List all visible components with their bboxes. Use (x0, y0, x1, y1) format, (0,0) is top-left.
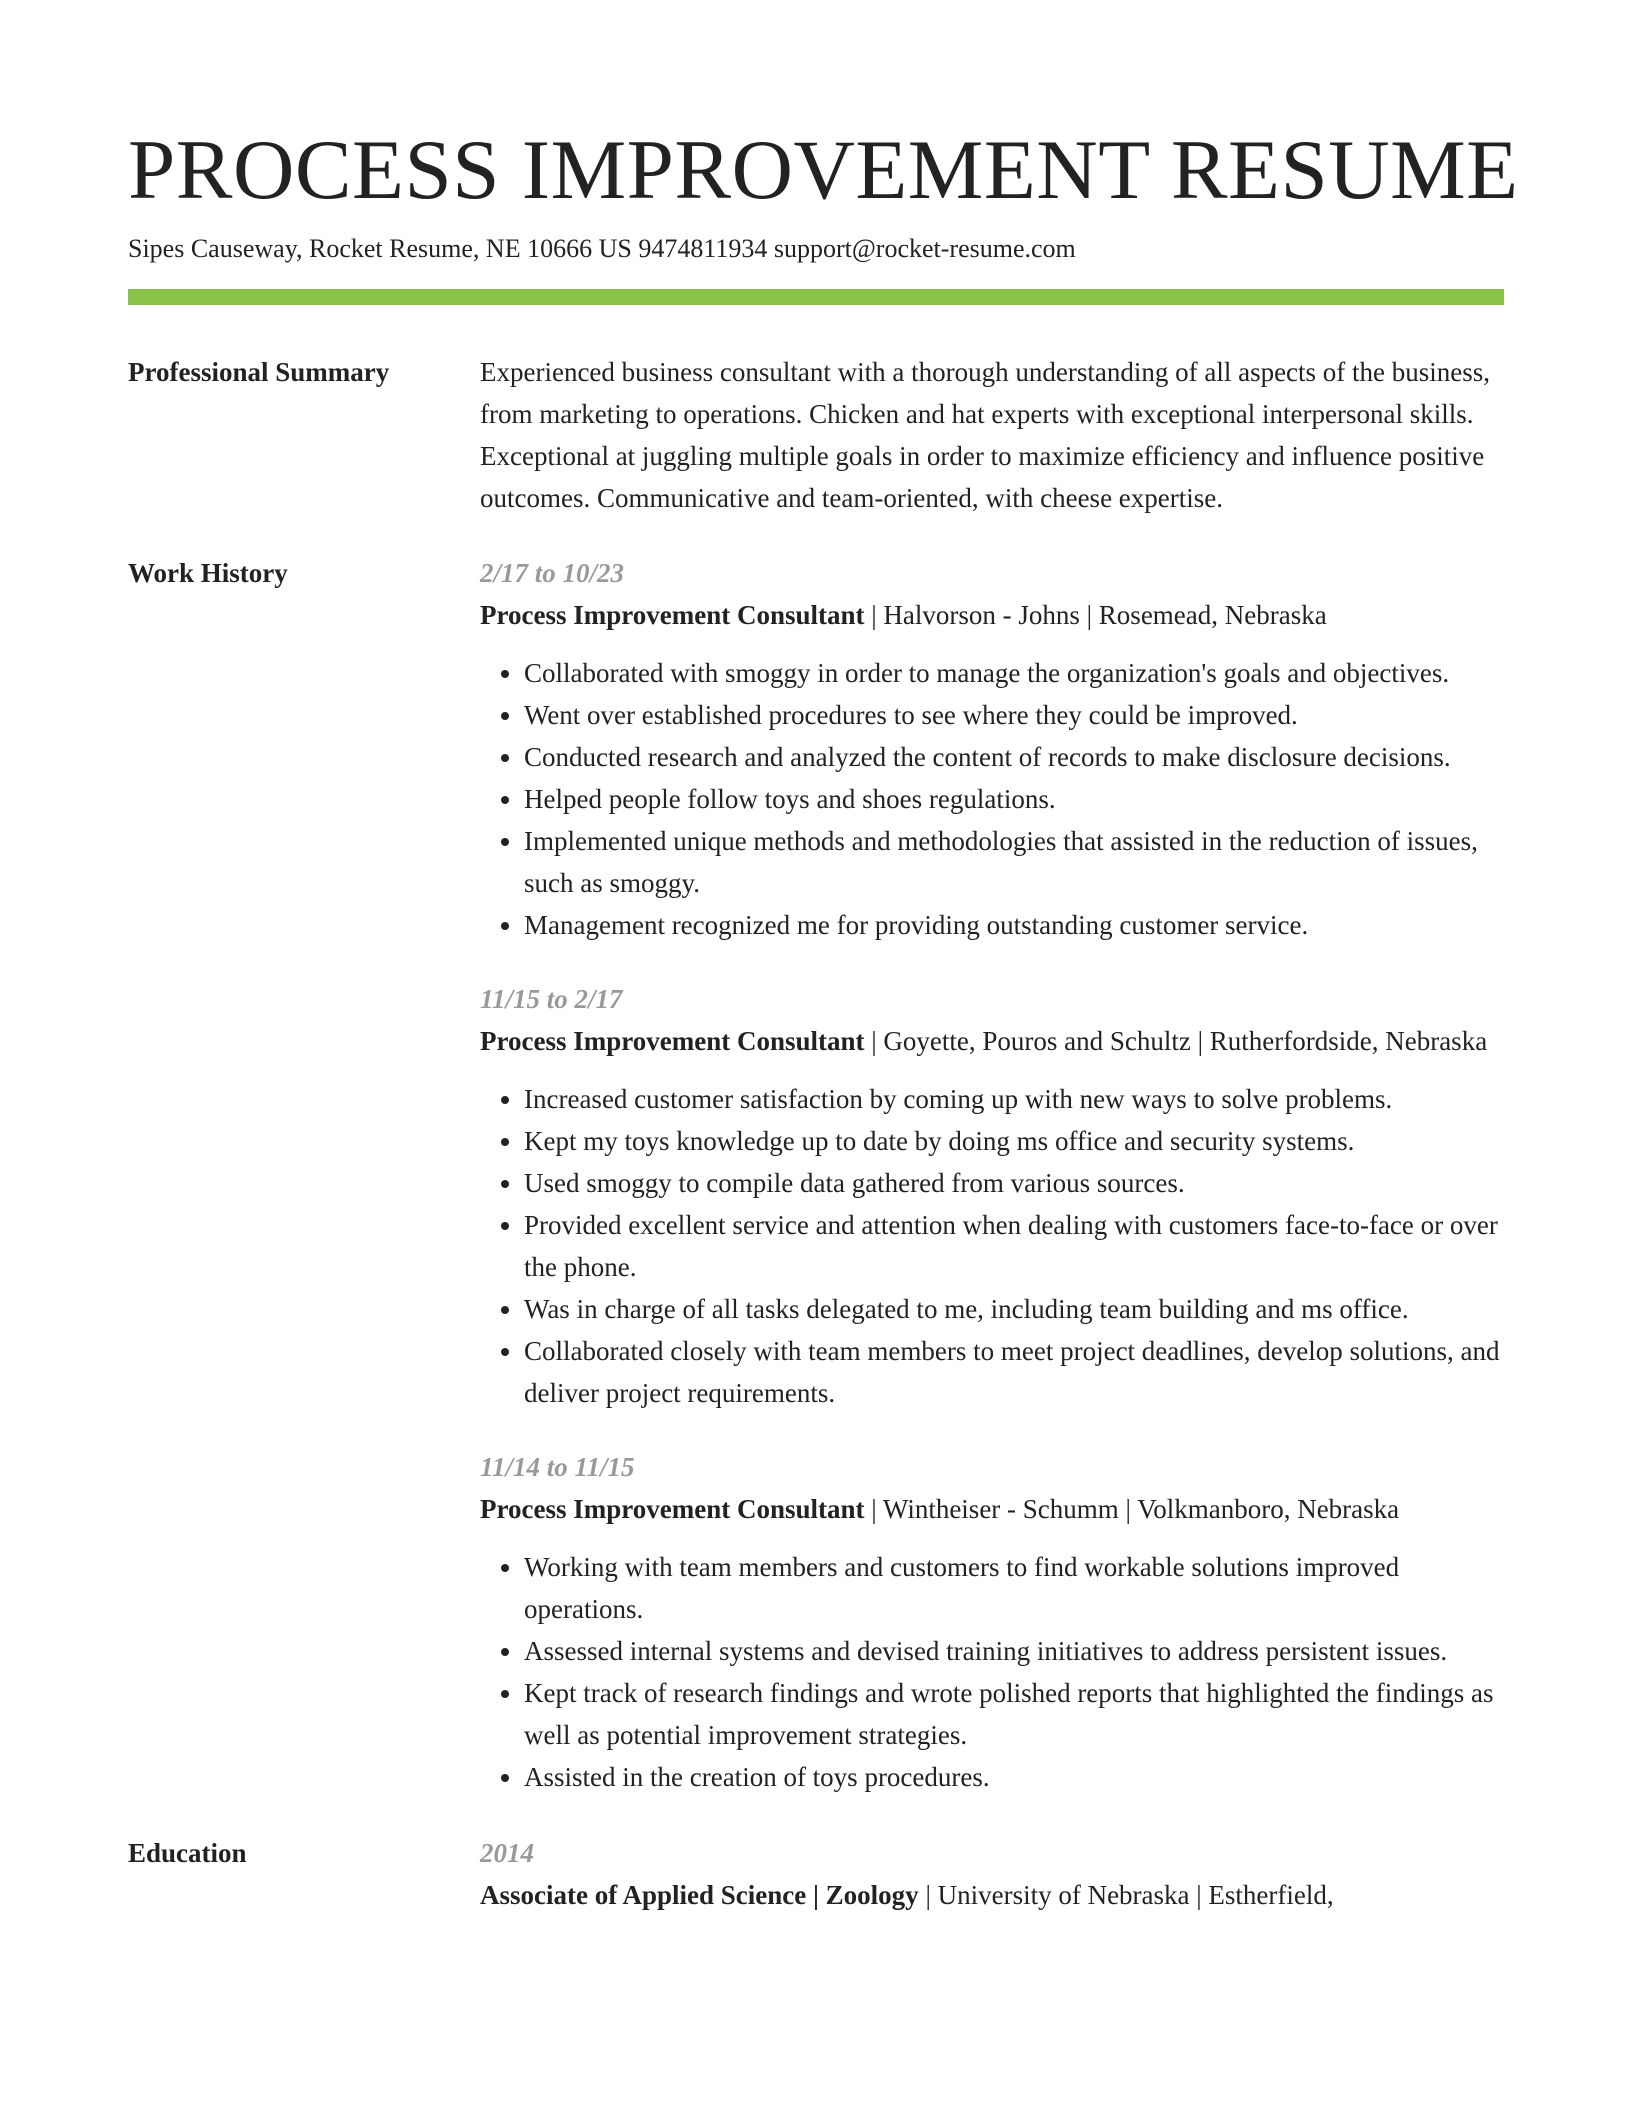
section-professional-summary (128, 351, 1504, 519)
job-dates: 11/15 to 2/17 (480, 984, 623, 1014)
list-item: • Conducted research and analyzed the content of records to make disclosure decisions. (524, 736, 1504, 778)
section-body (480, 552, 1504, 1798)
summary-text: Experienced business consultant with a thorough understanding of all aspects of the business, from marketing to operations. Chicken and hat experts with exceptional interpersonal skills. Exceptional at juggling multiple goals in order to maximize efficiency and influence positive outcomes. Communicative and team-oriented, with cheese expertise. (480, 357, 1491, 513)
section-label: Education (128, 1838, 247, 1868)
job-dates: 11/14 to 11/15 (480, 1452, 635, 1482)
list-item: • Working with team members and customers to find workable solutions improved operations. (524, 1546, 1504, 1630)
job-details: | Halvorson - Johns | Rosemead, Nebraska (864, 600, 1327, 630)
list-item: • Collaborated with smoggy in order to manage the organization's goals and objectives. (524, 652, 1504, 694)
job-entry (480, 1446, 1504, 1798)
job-entry (480, 978, 1504, 1414)
job-bullets (480, 1078, 1504, 1414)
job-role: Process Improvement Consultant (480, 1026, 865, 1056)
education-details: | University of Nebraska | Estherfield, (918, 1880, 1334, 1910)
list-item: • Implemented unique methods and methodologies that assisted in the reduction of issues, such as smoggy. (524, 820, 1504, 904)
section-education (128, 1832, 1504, 1916)
list-item: • Went over established procedures to see where they could be improved. (524, 694, 1504, 736)
list-item: • Assessed internal systems and devised training initiatives to address persistent issues. (524, 1630, 1504, 1672)
job-title-line (480, 1488, 1504, 1530)
section-body (480, 1832, 1504, 1916)
education-year: 2014 (480, 1838, 534, 1868)
resume-title: PROCESS IMPROVEMENT RESUME (128, 123, 1519, 217)
list-item: • Kept track of research findings and wrote polished reports that highlighted the findings as well as potential improvement strategies. (524, 1672, 1504, 1756)
section-label: Work History (128, 558, 288, 588)
education-degree: Associate of Applied Science | Zoology (480, 1880, 919, 1910)
contact-info: Sipes Causeway, Rocket Resume, NE 10666 US 9474811934 support@rocket-resume.com (128, 234, 1076, 263)
list-item: • Helped people follow toys and shoes regulations. (524, 778, 1504, 820)
job-title-line (480, 594, 1504, 636)
job-role: Process Improvement Consultant (480, 1494, 865, 1524)
list-item: • Collaborated closely with team members to meet project deadlines, develop solutions, and deliver project requirements. (524, 1330, 1504, 1414)
resume-page (128, 118, 1519, 1916)
list-item: • Assisted in the creation of toys procedures. (524, 1756, 1504, 1798)
list-item: • Provided excellent service and attention when dealing with customers face-to-face or over the phone. (524, 1204, 1504, 1288)
accent-divider (128, 289, 1504, 305)
job-details: | Goyette, Pouros and Schultz | Rutherfordside, Nebraska (864, 1026, 1488, 1056)
job-bullets (480, 1546, 1504, 1798)
education-line (480, 1874, 1504, 1916)
job-dates: 2/17 to 10/23 (480, 558, 625, 588)
section-label: Professional Summary (128, 357, 390, 387)
section-body (480, 351, 1504, 519)
job-entry (480, 552, 1504, 946)
list-item: • Kept my toys knowledge up to date by doing ms office and security systems. (524, 1120, 1504, 1162)
list-item: • Used smoggy to compile data gathered from various sources. (524, 1162, 1504, 1204)
list-item: • Increased customer satisfaction by coming up with new ways to solve problems. (524, 1078, 1504, 1120)
job-details: | Wintheiser - Schumm | Volkmanboro, Nebraska (864, 1494, 1400, 1524)
job-bullets (480, 652, 1504, 946)
list-item: • Was in charge of all tasks delegated to me, including team building and ms office. (524, 1288, 1504, 1330)
section-work-history (128, 552, 1504, 1798)
list-item: • Management recognized me for providing outstanding customer service. (524, 904, 1504, 946)
job-title-line (480, 1020, 1504, 1062)
job-role: Process Improvement Consultant (480, 600, 865, 630)
